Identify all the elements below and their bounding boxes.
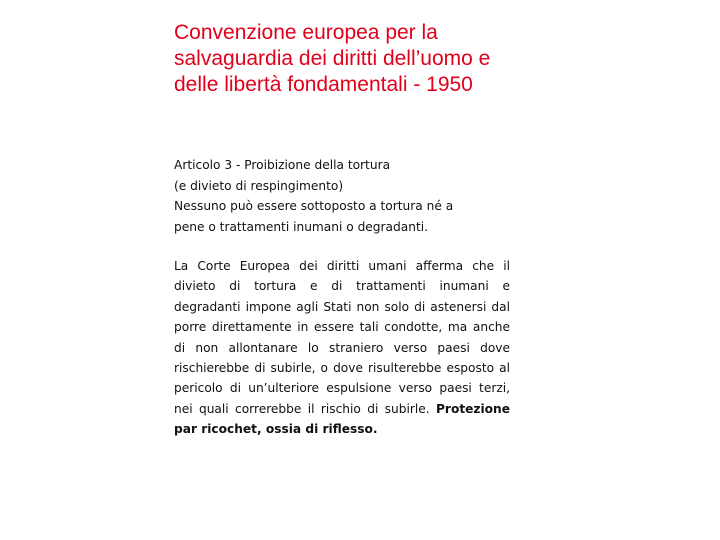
slide-title: Convenzione europea per la salvaguardia dei diritti dell’uomo e delle libertà fondamentali - 1950: [174, 21, 491, 96]
article-heading: Articolo 3 - Proibizione della tortura: [174, 158, 391, 172]
article-subheading: (e divieto di respingimento): [174, 178, 344, 193]
court-name: Corte Europea dei diritti umani: [197, 259, 407, 273]
article-text-line-1: Nessuno può essere sottoposto a tortura né a: [174, 199, 454, 213]
commentary-intro: La: [174, 259, 189, 273]
ricochet-emphasis: Protezione par ricochet, ossia di riflesso.: [174, 401, 510, 437]
commentary-text: afferma che il divieto di tortura e di trattamenti inumani e degradanti impone agli Stati non solo di astenersi dal porre direttamente in essere tali condotte, ma anche di non allontanare lo straniero verso paesi dove rischierebbe di subirle, o dove risulterebbe esposto al pericolo di un’ulteriore espulsione verso paesi terzi, nei quali correrebbe il rischio di subirle.: [174, 259, 510, 416]
article-text-line-2: pene o trattamenti inumani o degradanti.: [174, 219, 428, 234]
article-block: [174, 155, 524, 237]
commentary-paragraph: [174, 256, 510, 440]
